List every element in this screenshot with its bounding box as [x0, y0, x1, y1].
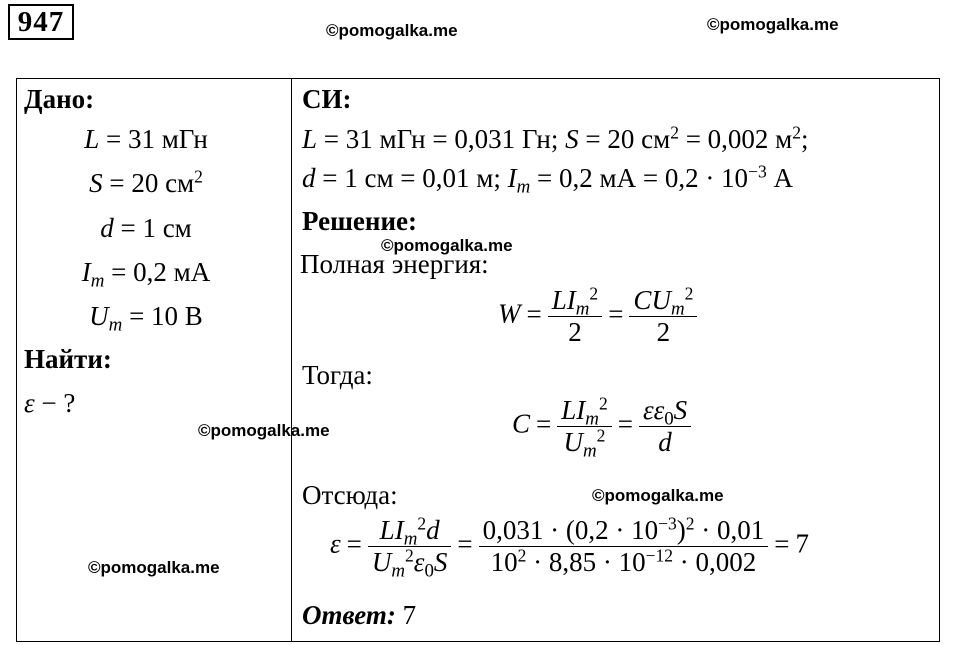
given-item [20, 124, 272, 155]
answer [302, 600, 416, 631]
formula-exponent: −3 [658, 513, 677, 534]
formula-number: 10 [490, 547, 518, 577]
watermark: ©pomogalka.me [198, 421, 330, 440]
given-symbol: I [81, 257, 91, 287]
formula-exponent: 2 [417, 513, 427, 534]
formula-symbol: L [561, 395, 577, 425]
formula-subscript: m [575, 298, 590, 320]
formula-exponent: 2 [684, 283, 694, 304]
formula-result: 7 [795, 528, 810, 559]
formula-subscript: m [391, 560, 406, 582]
formula-symbol: ε [642, 395, 654, 425]
formula-exponent: 2 [517, 545, 527, 566]
formula-symbol: C [512, 408, 531, 439]
formula-symbol: L [379, 515, 395, 545]
problem-number: 947 [8, 4, 74, 40]
formula-denominator: 2 [548, 316, 602, 348]
formula-number: ) [676, 515, 686, 545]
watermark: ©pomogalka.me [381, 236, 513, 255]
fraction [548, 285, 602, 348]
si-exponent: 2 [670, 122, 679, 143]
find-value: − ? [34, 388, 76, 418]
formula-symbol: d [426, 515, 440, 545]
given-value: = 31 мГн [99, 124, 208, 154]
full-energy-label: Полная энергия: [300, 249, 489, 279]
si-text: = 1 см = 0,01 м; [315, 163, 508, 193]
si-text: = 0,002 м [678, 124, 793, 154]
watermark: ©pomogalka.me [592, 486, 724, 505]
given-item [20, 168, 272, 199]
formula-number: 0,031 · (0,2 · 10 [482, 515, 659, 545]
then-label: Тогда: [302, 360, 373, 390]
given-symbol: U [89, 301, 109, 331]
formula-symbol: L [551, 285, 567, 315]
answer-value: 7 [395, 600, 417, 630]
formula-operator: = [608, 298, 624, 329]
find-item [24, 388, 75, 419]
formula-symbol: U [651, 285, 671, 315]
given-symbol: L [84, 124, 100, 154]
formula-exponent: 2 [589, 283, 599, 304]
formula-symbol: S [673, 395, 688, 425]
formula-denominator: d [639, 426, 691, 458]
formula-symbol: W [498, 298, 521, 329]
find-symbol: ε [24, 388, 35, 418]
formula-symbol: ε [413, 547, 425, 577]
formula-operator: = [346, 528, 362, 559]
si-line-1 [302, 124, 809, 155]
formula-number: · 0,01 [694, 515, 765, 545]
formula-exponent: −12 [645, 545, 674, 566]
formula-symbol: U [371, 547, 392, 577]
formula-operator: = [526, 298, 542, 329]
si-header: СИ: [302, 84, 352, 114]
watermark: ©pomogalka.me [88, 558, 220, 577]
si-exponent: −3 [748, 161, 767, 182]
formula-exponent: 2 [405, 545, 414, 566]
given-value: = 20 см [102, 168, 195, 198]
given-header: Дано: [24, 84, 95, 114]
formula-subscript: m [670, 298, 685, 320]
given-subscript: m [108, 314, 123, 336]
formula-symbol: C [633, 285, 652, 315]
si-symbol: d [302, 163, 316, 193]
si-exponent: 2 [792, 122, 802, 143]
formula-symbol: ε [653, 395, 665, 425]
given-exponent: 2 [194, 166, 203, 187]
si-symbol: L [302, 124, 318, 154]
formula-subscript: m [585, 408, 599, 430]
fraction [557, 393, 611, 462]
formula-subscript: 0 [664, 408, 674, 430]
formula-symbol: I [566, 285, 576, 315]
given-item [20, 301, 272, 336]
column-divider [291, 78, 292, 642]
formula-number: · 8,85 · 10 [526, 547, 646, 577]
fraction [629, 285, 697, 348]
formula-operator: = [457, 528, 473, 559]
formula-operator: = [774, 528, 790, 559]
formula-denominator: 2 [629, 316, 697, 348]
si-text: = 0,2 мА = 0,2 · 10 [530, 163, 749, 193]
fraction [368, 513, 452, 582]
watermark: ©pomogalka.me [707, 15, 839, 34]
formula-exponent: 2 [598, 393, 608, 414]
si-symbol: S [565, 124, 579, 154]
si-line-2 [302, 161, 793, 198]
given-item [20, 257, 272, 292]
si-text: ; [801, 124, 809, 154]
given-symbol: S [89, 168, 103, 198]
si-symbol: I [507, 163, 517, 193]
fraction [479, 515, 769, 578]
fraction [639, 395, 691, 458]
formula-exponent: 2 [596, 425, 606, 446]
si-text: = 20 см [578, 124, 671, 154]
formula-subscript: m [403, 528, 418, 550]
si-text: А [766, 163, 793, 193]
formula-number: · 0,002 [673, 547, 757, 577]
si-subscript: m [516, 176, 531, 198]
capacitance-formula [512, 393, 691, 462]
given-item [20, 213, 272, 244]
given-value: = 0,2 мА [104, 257, 211, 287]
given-subscript: m [90, 270, 105, 292]
formula-operator: = [617, 408, 633, 439]
formula-symbol: U [563, 427, 584, 457]
formula-subscript: m [583, 440, 597, 462]
formula-subscript: 0 [424, 560, 434, 582]
formula-symbol: S [433, 547, 448, 577]
given-symbol: d [100, 213, 114, 243]
answer-label: Ответ: [302, 600, 396, 630]
hence-label: Отсюда: [302, 480, 398, 510]
si-text: = 31 мГн = 0,031 Гн; [317, 124, 566, 154]
formula-symbol: ε [330, 528, 341, 559]
formula-exponent: 2 [685, 513, 695, 534]
formula-symbol: I [576, 395, 586, 425]
formula-operator: = [536, 408, 552, 439]
solution-header: Решение: [302, 206, 417, 236]
given-value: = 1 см [113, 213, 192, 243]
watermark: ©pomogalka.me [326, 21, 458, 40]
given-value: = 10 В [122, 301, 203, 331]
find-header: Найти: [24, 344, 112, 374]
permittivity-formula [330, 513, 810, 582]
formula-symbol: I [394, 515, 404, 545]
energy-formula [498, 285, 697, 348]
